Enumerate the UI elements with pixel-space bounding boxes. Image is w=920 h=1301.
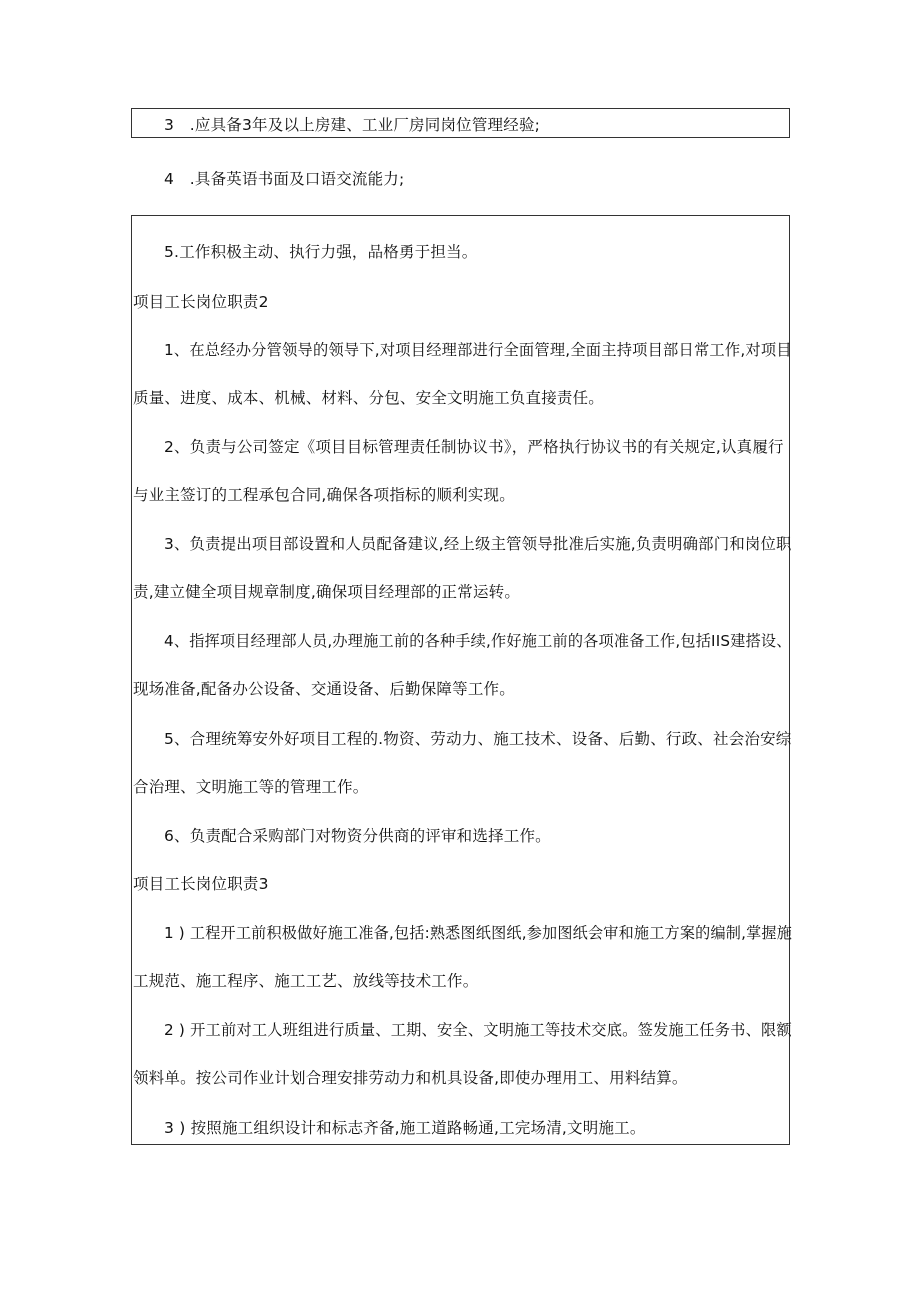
section2-paragraph-4-line-1: 4、指挥项目经理部人员,办理施工前的各种手续,作好施工前的各项准备工作,包括IIS建搭设、 (164, 632, 792, 650)
list-item-3: 3 .应具备3年及以上房建、工业厂房同岗位管理经验; (164, 116, 541, 134)
section2-paragraph-3-line-1: 3、负责提出项目部设置和人员配备建议,经上级主管领导批准后实施,负责明确部门和岗位职 (164, 535, 792, 553)
list-item-5: 5.工作积极主动、执行力强，品格勇于担当。 (164, 243, 478, 261)
section2-paragraph-2-line-2: 与业主签订的工程承包合同,确保各项指标的顺利实现。 (133, 486, 515, 504)
section2-paragraph-1-line-1: 1、在总经办分管领导的领导下,对项目经理部进行全面管理,全面主持项目部日常工作,对项目 (164, 341, 792, 359)
section-heading-2: 项目工长岗位职责2 (133, 293, 269, 311)
section3-paragraph-2-line-1: 2 ) 开工前对工人班组进行质量、工期、安全、文明施工等技术交底。签发施工任务书、限额 (164, 1021, 792, 1039)
section2-paragraph-3-line-2: 责,建立健全项目规章制度,确保项目经理部的正常运转。 (133, 583, 521, 601)
section2-paragraph-6: 6、负责配合采购部门对物资分供商的评审和选择工作。 (164, 827, 551, 845)
section-heading-3: 项目工长岗位职责3 (133, 875, 269, 893)
section2-paragraph-2-line-1: 2、负责与公司签定《项目目标管理责任制协议书》，严格执行协议书的有关规定,认真履行 (164, 438, 784, 456)
section3-paragraph-1-line-2: 工规范、施工程序、施工工艺、放线等技术工作。 (133, 972, 479, 990)
section3-paragraph-2-line-2: 领料单。按公司作业计划合理安排劳动力和机具设备,即使办理用工、用料结算。 (133, 1069, 688, 1087)
section3-paragraph-1-line-1: 1 ) 工程开工前积极做好施工准备,包括:熟悉图纸图纸,参加图纸会审和施工方案的编制,掌握施 (164, 924, 792, 942)
section2-paragraph-1-line-2: 质量、进度、成本、机械、材料、分包、安全文明施工负直接责任。 (133, 389, 605, 407)
section2-paragraph-5-line-1: 5、合理统筹安外好项目工程的.物资、劳动力、施工技术、设备、后勤、行政、社会治安综 (164, 730, 792, 748)
section3-paragraph-3: 3 ) 按照施工组织设计和标志齐备,施工道路畅通,工完场清,文明施工。 (164, 1119, 646, 1137)
section2-paragraph-4-line-2: 现场准备,配备办公设备、交通设备、后勤保障等工作。 (133, 680, 515, 698)
section2-paragraph-5-line-2: 合治理、文明施工等的管理工作。 (133, 778, 369, 796)
list-item-4: 4 .具备英语书面及口语交流能力; (164, 170, 405, 188)
